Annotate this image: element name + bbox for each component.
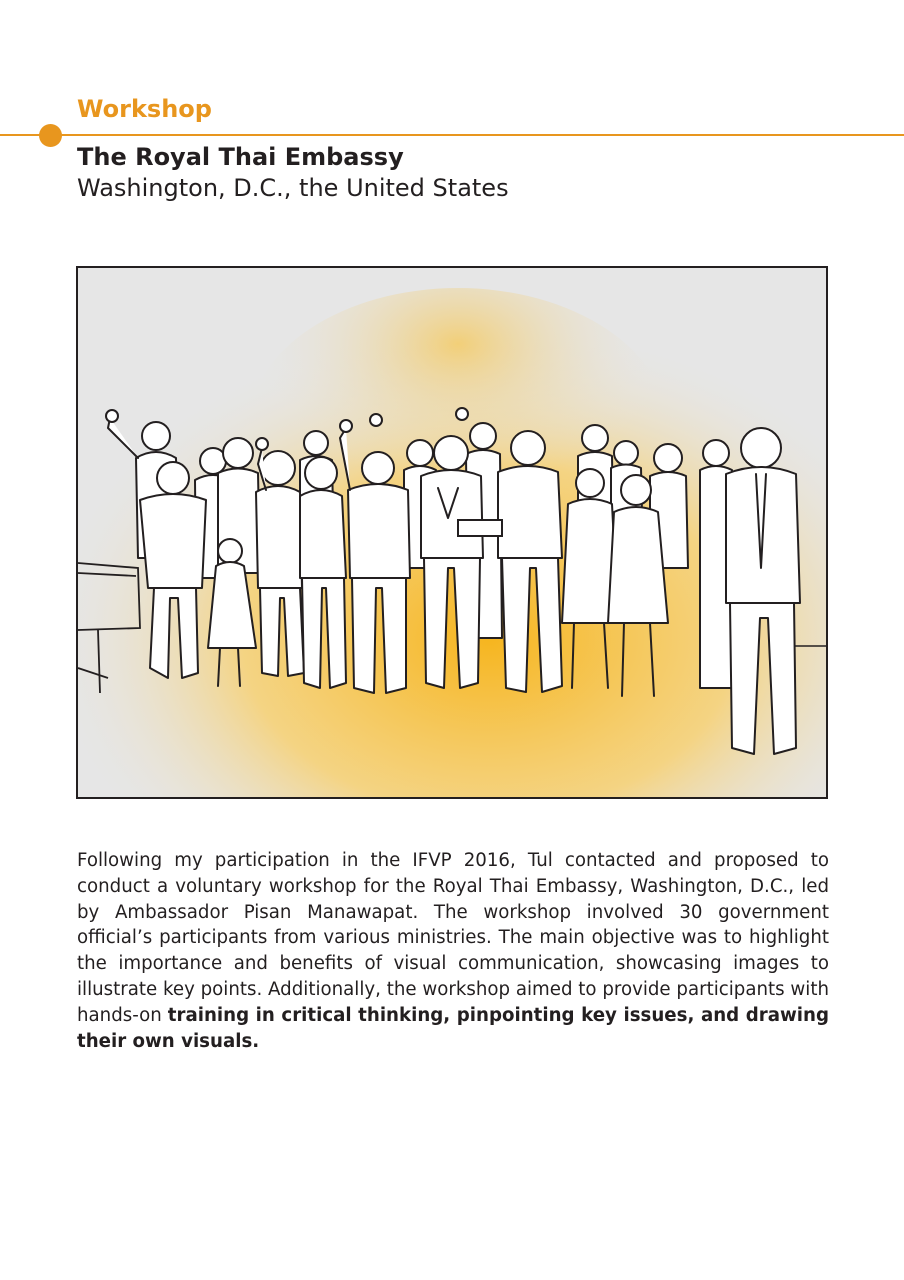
page-subtitle: Washington, D.C., the United States xyxy=(77,174,509,202)
section-label: Workshop xyxy=(77,95,212,123)
section-rule xyxy=(0,134,904,136)
body-paragraph xyxy=(77,848,829,1054)
body-paragraph-text: Following my participation in the IFVP 2016, Tul contacted and proposed to conduct a voluntary workshop for the Royal Thai Embassy, Washington, D.C., led by Ambassador Pisan Manawapat. The workshop involved 30 government official’s participants from various ministries. The main objective was to highlight the importance and benefits of visual communication, showcasing images to illustrate key points. Additionally, the workshop aimed to provide participants with hands-on xyxy=(77,850,829,1026)
section-rule-dot xyxy=(39,124,62,147)
body-paragraph-emphasis: training in critical thinking, pinpointing key issues, and drawing their own visuals. xyxy=(77,1004,830,1052)
group-photo-illustration xyxy=(76,266,828,799)
page-title: The Royal Thai Embassy xyxy=(77,143,404,171)
